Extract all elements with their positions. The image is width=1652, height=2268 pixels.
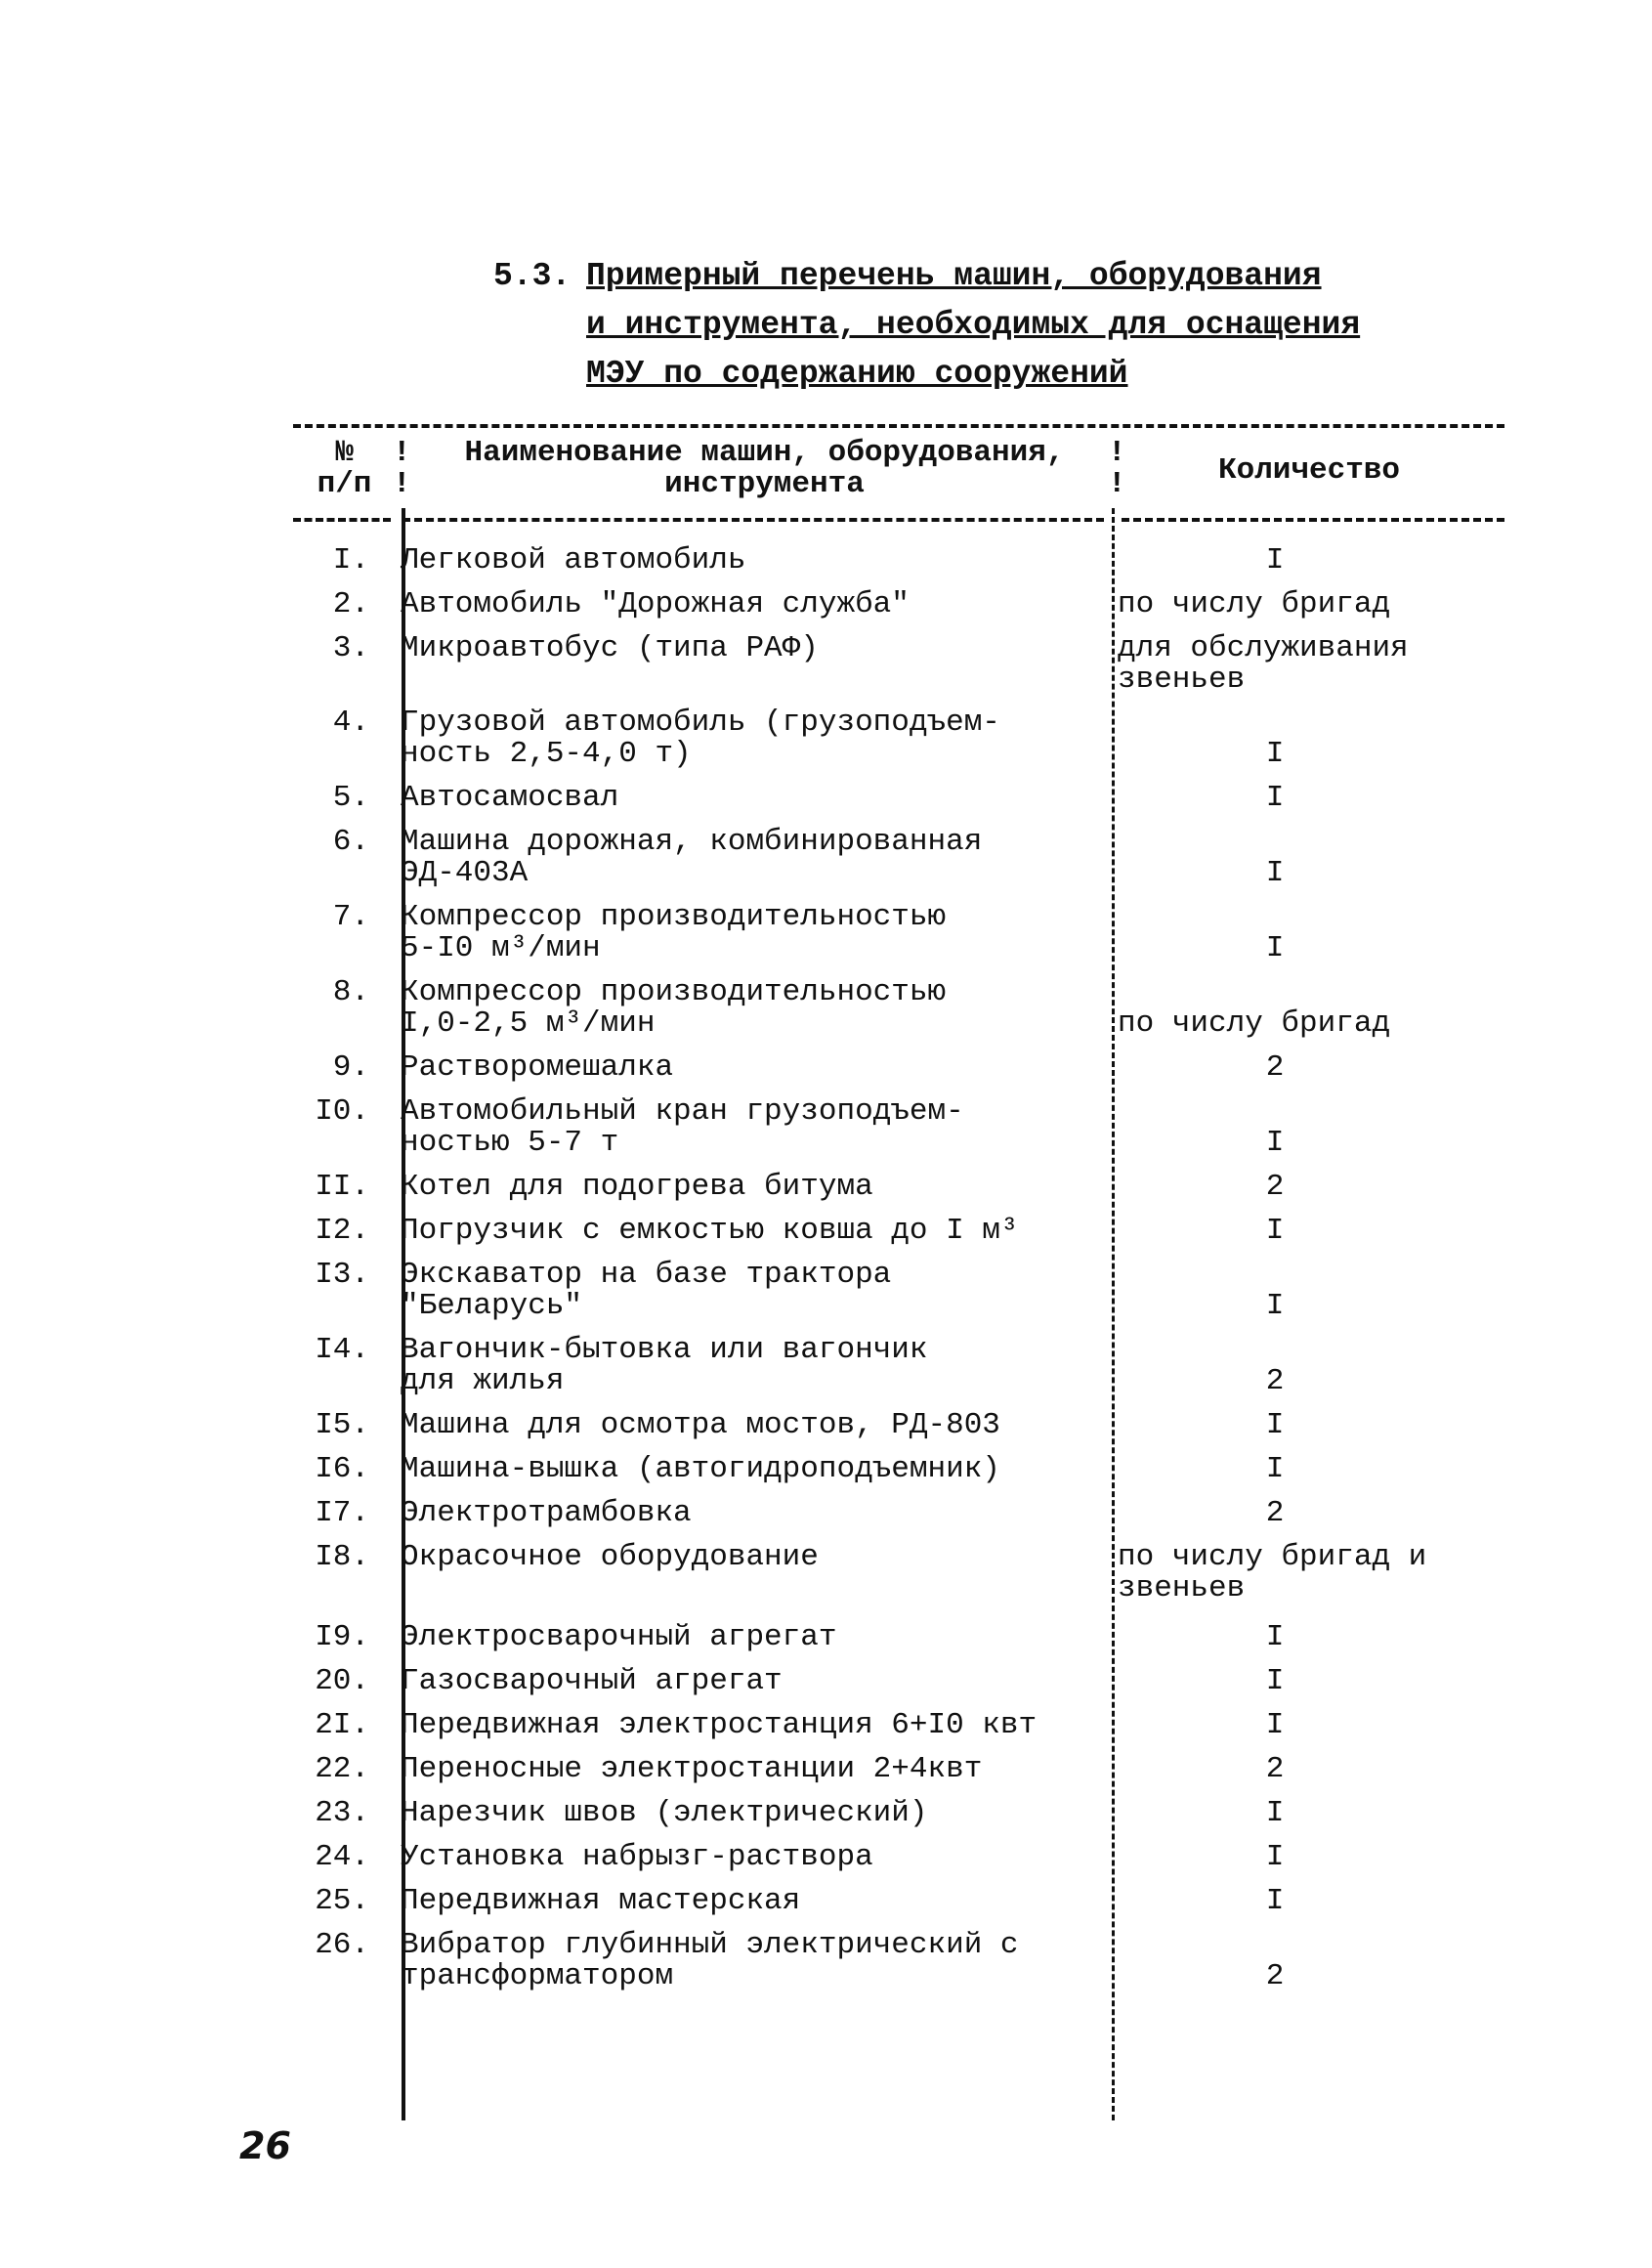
quantity-cell [1104, 1710, 1495, 1741]
header-bottom-rule [293, 518, 391, 522]
table-row [293, 1710, 1504, 1741]
section-title-line: Примерный перечень машин, оборудования [586, 258, 1322, 294]
quantity-line: I [1265, 1289, 1285, 1323]
quantity-cell [1104, 707, 1495, 770]
equipment-name [391, 1216, 1104, 1247]
equipment-name [391, 1260, 1104, 1322]
row-number: 20. [315, 1664, 369, 1698]
section-title-line: МЭУ по содержанию сооружений [586, 356, 1128, 392]
equipment-name-line: для жилья [401, 1364, 565, 1398]
quantity-cell [1104, 1842, 1495, 1873]
equipment-name-line: ностью 5-7 т [401, 1126, 619, 1160]
quantity-line: по числу бригад [1118, 587, 1391, 621]
table-row [293, 1335, 1504, 1397]
equipment-name [391, 1622, 1104, 1653]
equipment-name-line: Передвижная электростанция 6+I0 квт [401, 1708, 1038, 1742]
equipment-name [391, 1335, 1104, 1397]
table-row [293, 977, 1504, 1040]
table-row [293, 827, 1504, 889]
equipment-name-line: Вибратор глубинный электрический с [401, 1928, 1019, 1962]
row-number: I8. [315, 1540, 369, 1574]
equipment-name-line: Котел для подогрева битума [401, 1170, 873, 1204]
header-bottom-rule [1122, 518, 1504, 522]
column-separator-mark: ! [393, 436, 411, 470]
equipment-name [391, 1096, 1104, 1159]
equipment-name-line: Нарезчик швов (электрический) [401, 1796, 928, 1830]
table-row [293, 589, 1504, 620]
quantity-cell [1104, 1622, 1495, 1653]
quantity-cell [1104, 827, 1495, 889]
column-separator-mark: ! [393, 467, 411, 501]
table-row [293, 1798, 1504, 1829]
quantity-cell [1104, 589, 1495, 620]
row-number: II. [315, 1170, 369, 1204]
table-row [293, 1260, 1504, 1322]
equipment-name-line: Машина дорожная, комбинированная [401, 825, 983, 859]
quantity-cell [1104, 1798, 1495, 1829]
equipment-name-line: ность 2,5-4,0 т) [401, 737, 692, 771]
equipment-name-line: Электротрамбовка [401, 1496, 692, 1530]
row-number: 25. [315, 1884, 369, 1918]
quantity-line: звеньев [1118, 663, 1246, 697]
equipment-name [391, 827, 1104, 889]
quantity-cell [1104, 1666, 1495, 1697]
equipment-name [391, 1710, 1104, 1741]
quantity-cell [1104, 545, 1495, 577]
table-row [293, 1410, 1504, 1441]
equipment-name-line: Погрузчик с емкостью ковша до I м³ [401, 1214, 1019, 1248]
equipment-name-line: Окрасочное оборудование [401, 1540, 819, 1574]
table-row [293, 545, 1504, 577]
equipment-name [391, 1930, 1104, 1992]
row-number: 6. [332, 825, 369, 859]
equipment-name [391, 1542, 1104, 1605]
equipment-name-line: Экскаватор на базе трактора [401, 1258, 892, 1292]
equipment-name-line: Автомобиль "Дорожная служба" [401, 587, 910, 621]
quantity-cell [1104, 1216, 1495, 1247]
row-number: I4. [315, 1333, 369, 1367]
equipment-name-line: Микроавтобус (типа РАФ) [401, 631, 819, 665]
quantity-cell [1104, 1542, 1495, 1605]
table-row [293, 707, 1504, 770]
table-row [293, 783, 1504, 814]
table-row [293, 1886, 1504, 1917]
quantity-line: 2 [1265, 1496, 1285, 1530]
quantity-line: I [1265, 1796, 1285, 1830]
quantity-line: I [1265, 1214, 1285, 1248]
row-number: 2I. [315, 1708, 369, 1742]
quantity-cell [1104, 1930, 1495, 1992]
row-number: I7. [315, 1496, 369, 1530]
header-number-label: п/п [317, 467, 372, 501]
header-bottom-rule [402, 518, 1104, 522]
table-row [293, 1216, 1504, 1247]
table-row [293, 1454, 1504, 1485]
quantity-cell [1104, 1498, 1495, 1529]
quantity-line: звеньев [1118, 1571, 1246, 1605]
equipment-name [391, 545, 1104, 577]
equipment-name [391, 1666, 1104, 1697]
quantity-cell [1104, 1410, 1495, 1441]
header-name-line: Наименование машин, оборудования, [464, 436, 1065, 470]
header-quantity: Количество [1217, 453, 1401, 488]
row-number: 5. [332, 781, 369, 815]
table-row [293, 1930, 1504, 1992]
equipment-name-line: Машина для осмотра мостов, РД-803 [401, 1408, 1000, 1442]
row-number: 24. [315, 1840, 369, 1874]
row-number: 2. [332, 587, 369, 621]
quantity-line: I [1265, 1884, 1285, 1918]
table-row [293, 1498, 1504, 1529]
equipment-name-line: ЭД-403А [401, 856, 529, 890]
quantity-line: I [1265, 856, 1285, 890]
equipment-name [391, 1052, 1104, 1084]
quantity-cell [1104, 1172, 1495, 1203]
equipment-name [391, 1798, 1104, 1829]
table-row [293, 1622, 1504, 1653]
equipment-name [391, 1754, 1104, 1785]
row-number: I9. [315, 1620, 369, 1654]
page-number: 26 [239, 2124, 291, 2167]
quantity-line: I [1265, 1708, 1285, 1742]
row-number: 26. [315, 1928, 369, 1962]
quantity-cell [1104, 1096, 1495, 1159]
quantity-line: 2 [1265, 1050, 1285, 1085]
row-number: 9. [332, 1050, 369, 1085]
table-row [293, 1666, 1504, 1697]
equipment-table-body [293, 545, 1504, 2005]
equipment-name [391, 589, 1104, 620]
row-number: 3. [332, 631, 369, 665]
row-number: I5. [315, 1408, 369, 1442]
quantity-line: I [1265, 543, 1285, 578]
row-number: I0. [315, 1094, 369, 1129]
equipment-name-line: Грузовой автомобиль (грузоподъем- [401, 706, 1000, 740]
quantity-cell [1104, 1052, 1495, 1084]
equipment-name [391, 1410, 1104, 1441]
quantity-line: I [1265, 1620, 1285, 1654]
table-row [293, 902, 1504, 964]
equipment-name [391, 1454, 1104, 1485]
quantity-line: I [1265, 1408, 1285, 1442]
equipment-name-line: Передвижная мастерская [401, 1884, 801, 1918]
quantity-cell [1104, 783, 1495, 814]
equipment-name-line: Вагончик-бытовка или вагончик [401, 1333, 928, 1367]
row-number: 4. [332, 706, 369, 740]
quantity-line: I [1265, 781, 1285, 815]
quantity-cell [1104, 977, 1495, 1040]
quantity-line: для обслуживания [1118, 631, 1409, 665]
quantity-cell [1104, 633, 1495, 696]
equipment-name [391, 1172, 1104, 1203]
quantity-cell [1104, 1754, 1495, 1785]
equipment-name [391, 1886, 1104, 1917]
equipment-name [391, 977, 1104, 1040]
equipment-name-line: Установка набрызг-раствора [401, 1840, 873, 1874]
table-row [293, 633, 1504, 696]
table-row [293, 1052, 1504, 1084]
quantity-line: I [1265, 1664, 1285, 1698]
equipment-name-line: Автомобильный кран грузоподъем- [401, 1094, 964, 1129]
equipment-name-line: Легковой автомобиль [401, 543, 746, 578]
equipment-name-line: Машина-вышка (автогидроподъемник) [401, 1452, 1000, 1486]
equipment-name-line: Электросварочный агрегат [401, 1620, 837, 1654]
row-number: I2. [315, 1214, 369, 1248]
row-number: 22. [315, 1752, 369, 1786]
quantity-cell [1104, 1335, 1495, 1397]
equipment-name [391, 707, 1104, 770]
equipment-name-line: Автосамосвал [401, 781, 619, 815]
row-number: 8. [332, 975, 369, 1009]
equipment-name [391, 633, 1104, 696]
quantity-line: I [1265, 931, 1285, 965]
quantity-line: I [1265, 737, 1285, 771]
equipment-name-line: 5-I0 м³/мин [401, 931, 601, 965]
table-row [293, 1754, 1504, 1785]
quantity-cell [1104, 1260, 1495, 1322]
table-top-rule [293, 424, 1504, 428]
row-number: I. [332, 543, 369, 578]
equipment-name [391, 1842, 1104, 1873]
equipment-name-line: трансформатором [401, 1959, 674, 1993]
quantity-line: 2 [1265, 1752, 1285, 1786]
equipment-name-line: Растворомешалка [401, 1050, 674, 1085]
table-row [293, 1172, 1504, 1203]
row-number: I6. [315, 1452, 369, 1486]
row-number: 23. [315, 1796, 369, 1830]
quantity-line: I [1265, 1452, 1285, 1486]
table-row [293, 1096, 1504, 1159]
column-separator-mark: ! [1108, 467, 1126, 501]
equipment-name-line: Компрессор производительностью [401, 975, 947, 1009]
equipment-name [391, 1498, 1104, 1529]
header-number [293, 438, 396, 500]
quantity-line: I [1265, 1126, 1285, 1160]
equipment-name [391, 783, 1104, 814]
table-row [293, 1542, 1504, 1605]
table-row [293, 1842, 1504, 1873]
quantity-cell [1104, 902, 1495, 964]
equipment-name-line: Газосварочный агрегат [401, 1664, 783, 1698]
quantity-cell [1104, 1886, 1495, 1917]
section-number: 5.3. [493, 258, 572, 294]
equipment-name-line: Компрессор производительностью [401, 900, 947, 934]
equipment-name-line: Переносные электростанции 2+4квт [401, 1752, 983, 1786]
header-name [405, 438, 1123, 500]
section-title-line: и инструмента, необходимых для оснащения [586, 307, 1361, 343]
quantity-line: по числу бригад [1118, 1006, 1391, 1041]
column-separator-mark: ! [1108, 436, 1126, 470]
quantity-line: I [1265, 1840, 1285, 1874]
header-number-sign: № [335, 436, 354, 470]
section-title [586, 252, 1465, 399]
quantity-cell [1104, 1454, 1495, 1485]
header-name-line: инструмента [664, 467, 865, 501]
equipment-name-line: I,0-2,5 м³/мин [401, 1006, 656, 1041]
quantity-line: 2 [1265, 1170, 1285, 1204]
equipment-name-line: "Беларусь" [401, 1289, 583, 1323]
quantity-line: 2 [1265, 1959, 1285, 1993]
row-number: I3. [315, 1258, 369, 1292]
row-number: 7. [332, 900, 369, 934]
equipment-name [391, 902, 1104, 964]
quantity-line: 2 [1265, 1364, 1285, 1398]
quantity-line: по числу бригад и [1118, 1540, 1427, 1574]
